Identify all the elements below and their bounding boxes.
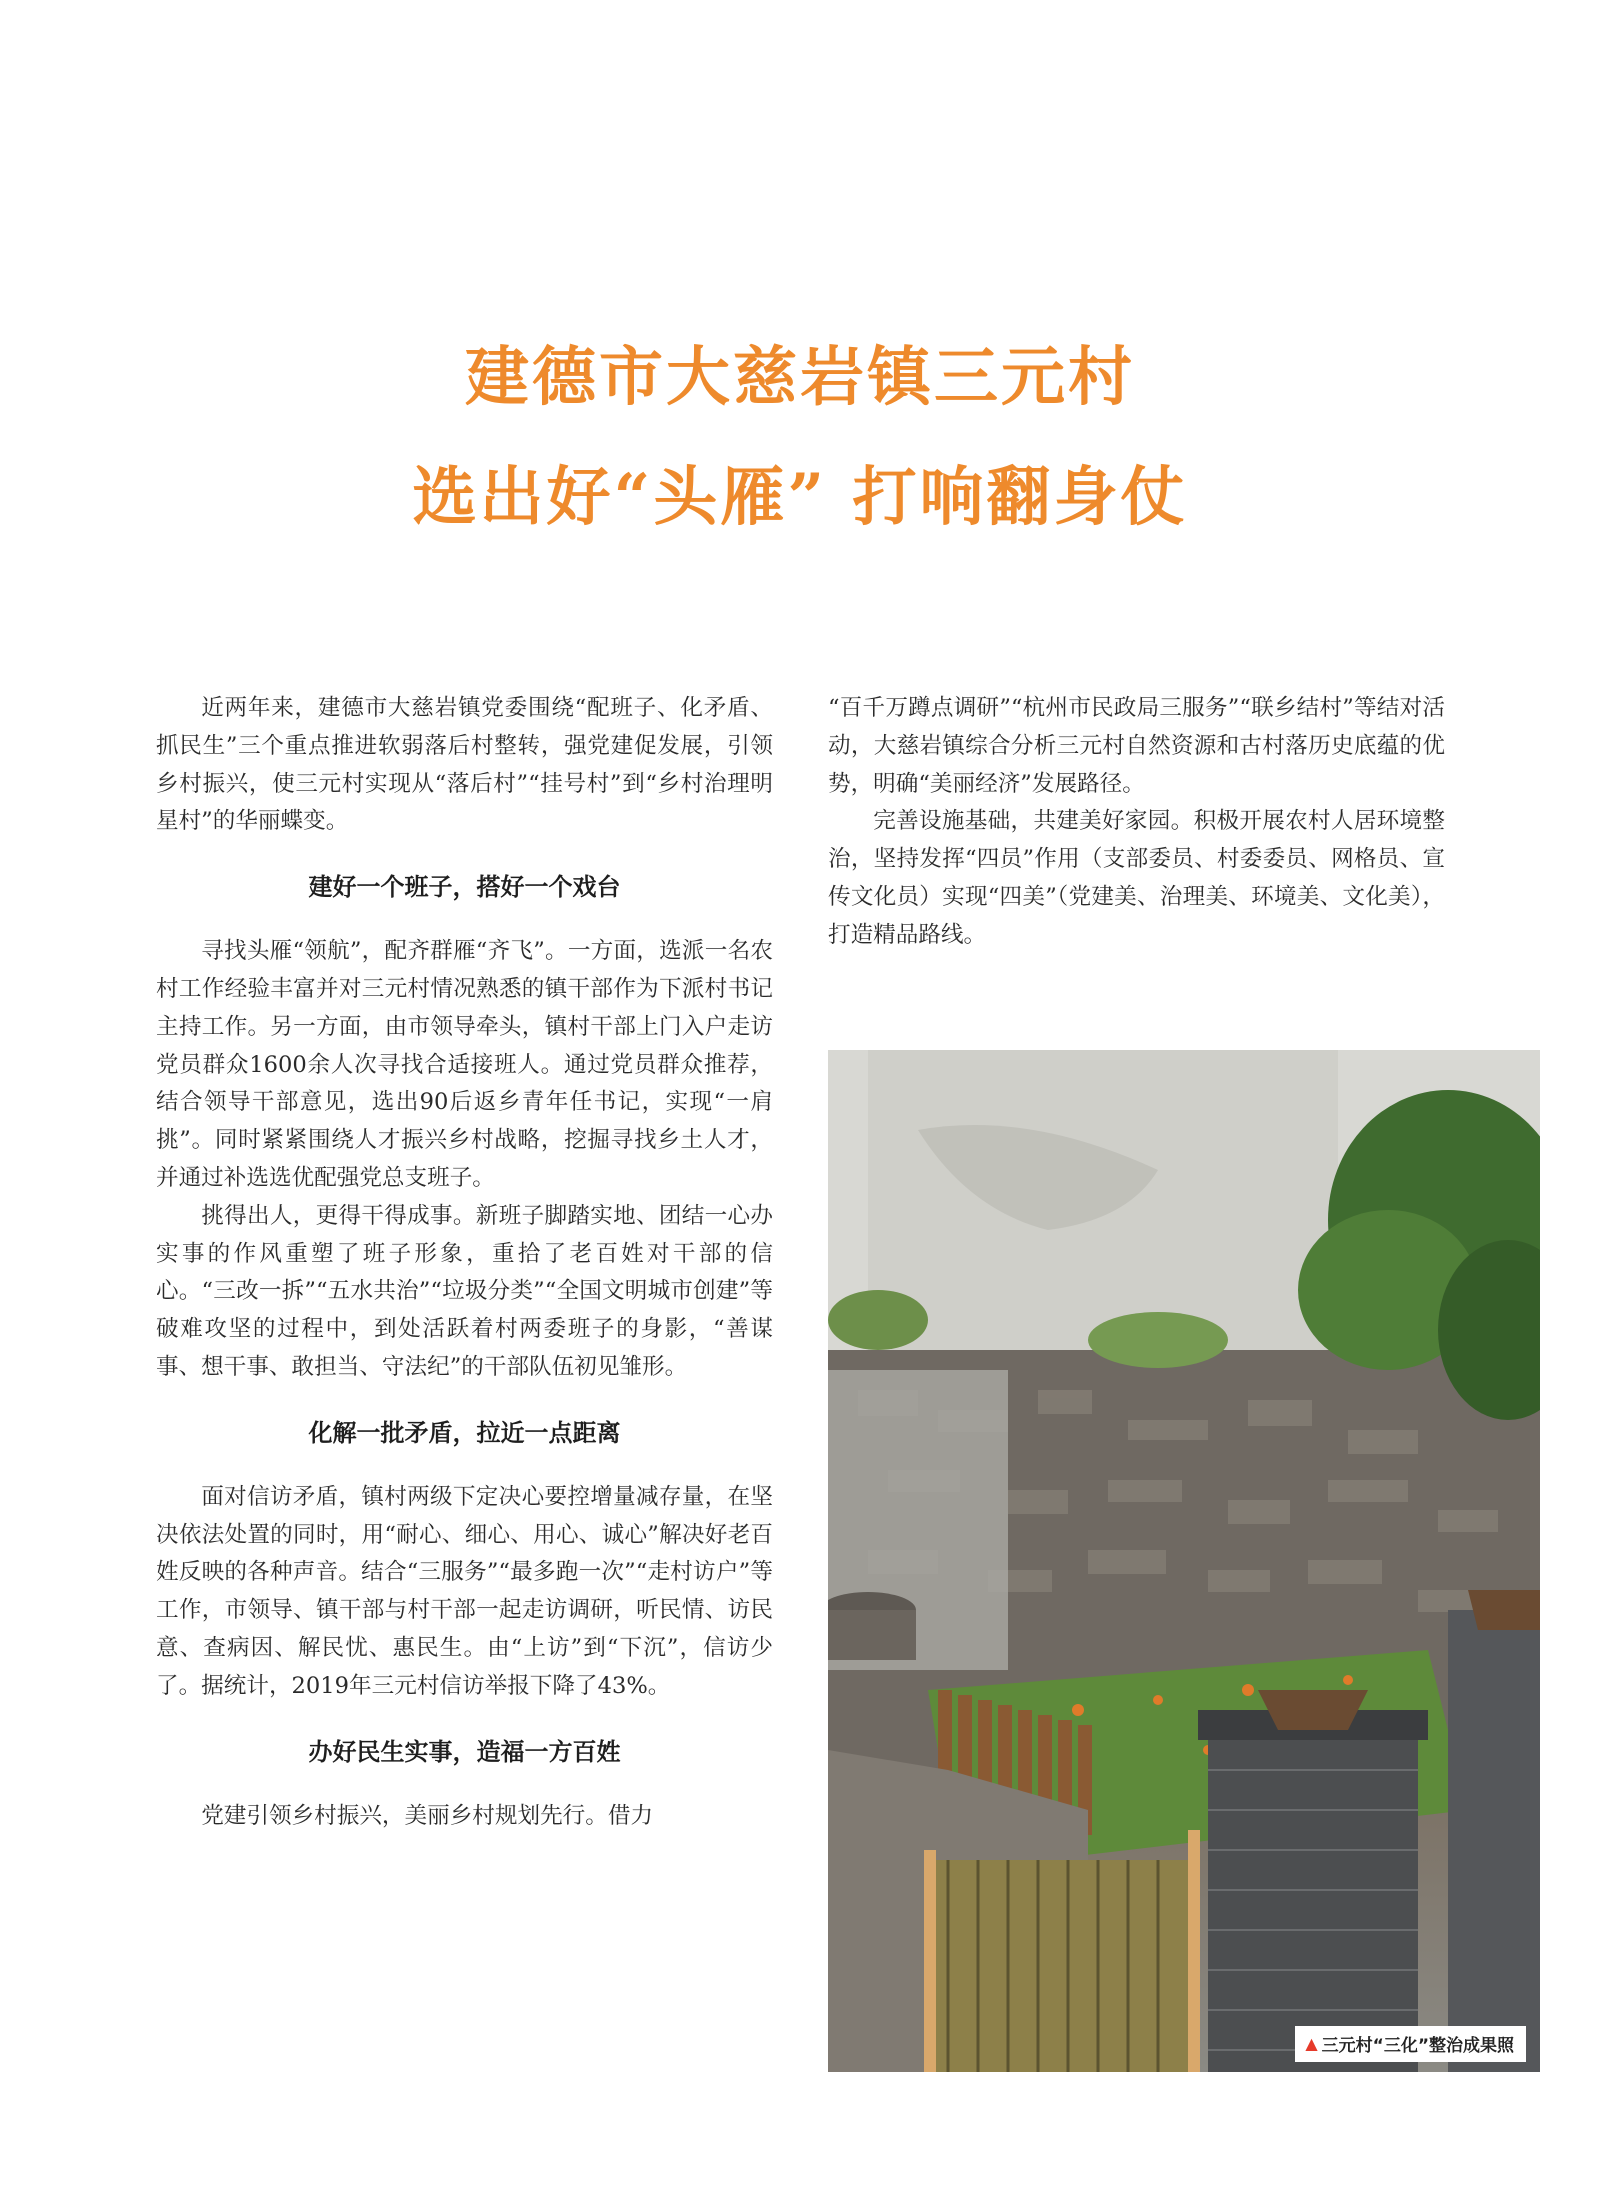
section2-paragraph-1: 面对信访矛盾，镇村两级下定决心要控增量减存量，在坚决依法处置的同时，用“耐心、细心、用心、诚心”解决好老百姓反映的各种声音。结合“三服务”“最多跑一次”“走村访户”等工作，市领导、镇干部与村干部一起走访调研，听民情、访民意、查病因、解民忧、惠民生。由“上访”到“下沉”，信访少了。据统计，2019年三元村信访举报下降了43%。	[156, 1483, 773, 1699]
caption-triangle-icon: ▲	[1305, 2034, 1318, 2053]
village-courtyard-photo	[828, 1050, 1540, 2072]
intro-paragraph: 近两年来，建德市大慈岩镇党委围绕“配班子、化矛盾、抓民生”三个重点推进软弱落后村整转，强党建促发展，引领乡村振兴，使三元村实现从“落后村”“挂号村”到“乡村治理明星村”的华丽蝶变。	[156, 695, 773, 835]
photo-caption	[1295, 2026, 1526, 2062]
continued-paragraph: “百千万蹲点调研”“杭州市民政局三服务”“联乡结村”等结对活动，大慈岩镇综合分析三元村自然资源和古村落历史底蕴的优势，明确“美丽经济”发展路径。	[828, 695, 1445, 797]
section-heading-2: 化解一批矛盾，拉近一点距离	[308, 1417, 621, 1447]
section-heading-3: 办好民生实事，造福一方百姓	[308, 1736, 621, 1766]
section-heading-1: 建好一个班子，搭好一个戏台	[308, 872, 621, 902]
right-column	[828, 690, 1445, 955]
article-title-line1: 建德市大慈岩镇三元村	[465, 340, 1135, 415]
photo-illustration	[828, 1050, 1540, 2072]
caption-text: 三元村“三化”整治成果照	[1321, 2036, 1514, 2056]
section1-paragraph-2: 挑得出人，更得干得成事。新班子脚踏实地、团结一心办实事的作风重塑了班子形象，重拾了老百姓对干部的信心。“三改一拆”“五水共治”“垃圾分类”“全国文明城市创建”等破难攻坚的过程中，到处活跃着村两委班子的身影，“善谋事、想干事、敢担当、守法纪”的干部队伍初见雏形。	[156, 1202, 773, 1380]
section1-paragraph-1: 寻找头雁“领航”，配齐群雁“齐飞”。一方面，选派一名农村工作经验丰富并对三元村情况熟悉的镇干部作为下派村书记主持工作。另一方面，由市领导牵头，镇村干部上门入户走访党员群众1600余人次寻找合适接班人。通过党员群众推荐，结合领导干部意见，选出90后返乡青年任书记，实现“一肩挑”。同时紧紧围绕人才振兴乡村战略，挖掘寻找乡土人才，并通过补选选优配强党总支班子。	[156, 938, 773, 1191]
left-column	[156, 690, 773, 1835]
section3-paragraph-1: 党建引领乡村振兴，美丽乡村规划先行。借力	[201, 1802, 654, 1829]
article-title-line2: 选出好“头雁” 打响翻身仗	[412, 460, 1188, 535]
facilities-paragraph: 完善设施基础，共建美好家园。积极开展农村人居环境整治，坚持发挥“四员”作用（支部委员、村委委员、网格员、宣传文化员）实现“四美”（党建美、治理美、环境美、文化美），打造精品路线。	[828, 808, 1445, 948]
